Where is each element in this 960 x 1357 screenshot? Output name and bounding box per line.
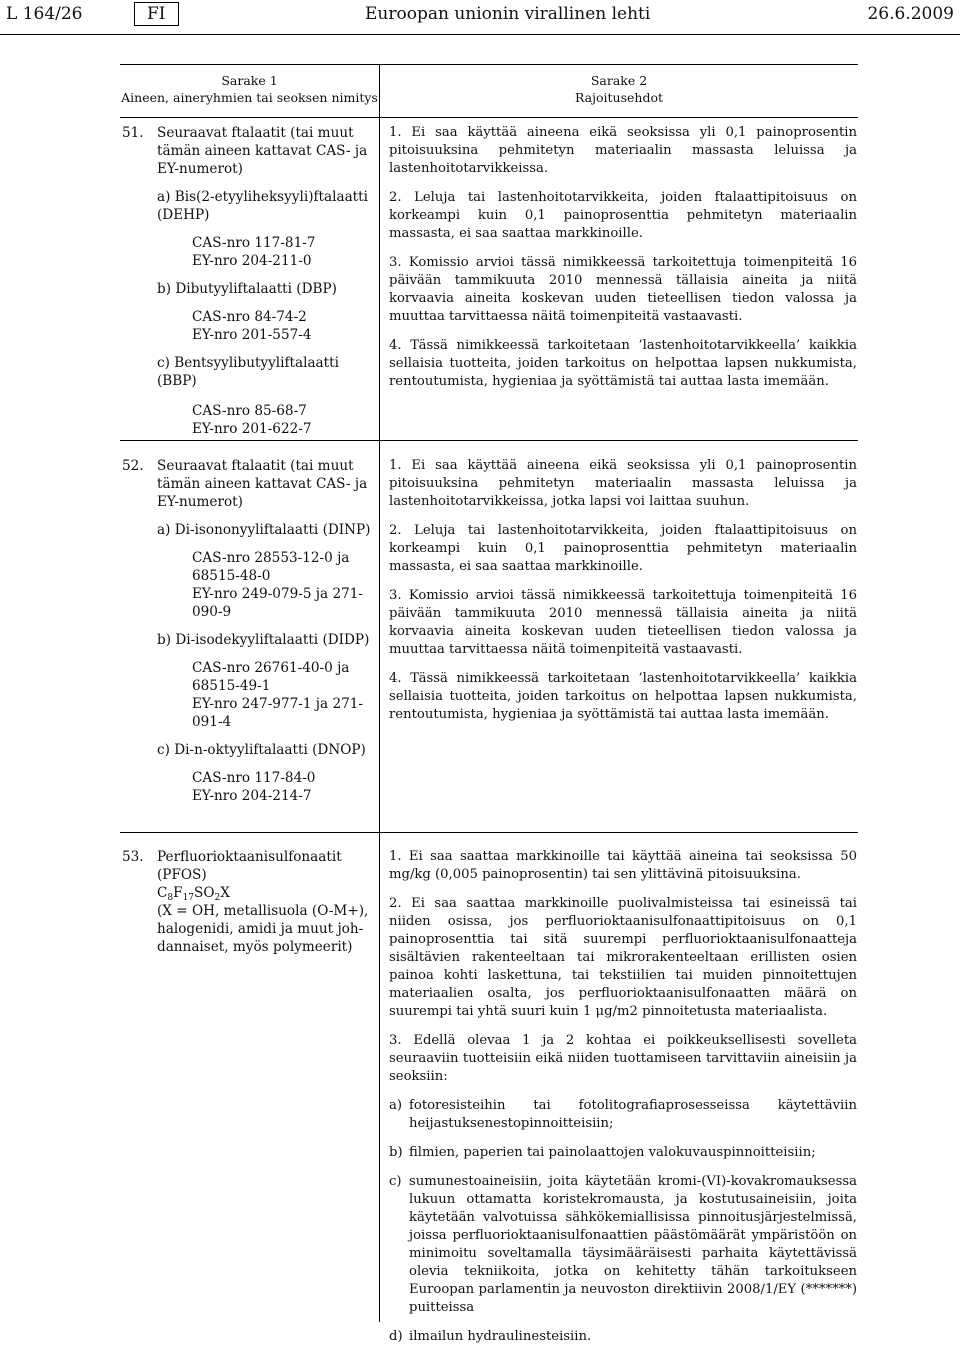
condition-3: 3. Edellä olevaa 1 ja 2 kohtaa ei poikkeuksellisesti sovelleta seuraaviin tuotteisiin eikä niiden tuottamiseen tarvittaviin aineisiin ja seoksiin:	[389, 1033, 857, 1084]
column-1-subtitle: Aineen, aineryhmien tai seoksen nimitys	[121, 90, 378, 105]
exemption-d: d) ilmailun hydraulinesteisiin.	[389, 1329, 592, 1344]
entry-51-substance	[122, 124, 372, 438]
entry-51-conditions	[389, 124, 857, 402]
condition-3: 3. Komissio arvioi tässä nimikkeessä tarkoitettuja toimenpiteitä 16 päivään tammikuuta 2010 mennessä tällaisia aineita ja niitä korvaavia aineita koskevan uuden tieteellisen tiedon valossa ja muuttaa tarvittaessa näitä toimenpiteitä vastaavasti.	[389, 588, 857, 657]
entry-53-conditions	[389, 848, 857, 1357]
condition-1: 1. Ei saa käyttää aineena eikä seoksissa yli 0,1 painoprosentin pitoisuuksina pehmitetyn materiaalin massasta leluissa ja lastenhoitotarvikkeissa, jotka lapsi voi laittaa suuhun.	[389, 458, 857, 509]
page-header	[0, 0, 960, 35]
condition-2: 2. Leluja tai lastenhoitotarvikkeita, joiden ftalaattipitoisuus on korkeampi kuin 0,1 painoprosenttia pehmitetyn materiaalin massasta, ei saa saattaa markkinoille.	[389, 190, 857, 241]
journal-title: Euroopan unionin virallinen lehti	[365, 4, 651, 24]
exemption-c: c) sumunestoaineisiin, joita käytetään kromi-(VI)-kovakromauksessa lukuun ottamatta koristekromausta, ja kostutusaineisiin, joita käytetään valvotuissa sähkökemiallisissa pinnoitusjärjestelmissä, joissa perfluorioktaanisulfonaattien päästömäärät ympäristöön on minimoitu soveltamalla täysimääräisesti parhaita käytettävissä olevia tekniikoita, jotka on kehitetty tähän tarkoitukseen Euroopan parlamentin ja neuvoston direktiivin 2008/1/EY (*******) puitteissa	[389, 1174, 857, 1315]
substance-c: c) Di-n-oktyyliftalaatti (DNOP)	[157, 742, 366, 758]
language-code-box: FI	[134, 2, 179, 26]
entry-number: 53.	[122, 849, 144, 865]
page-reference: L 164/26	[6, 4, 83, 24]
row-separator	[120, 832, 858, 833]
ey-number-a: EY-nro 249-079-5 ja 271-090-9	[192, 586, 363, 620]
cas-number-a: CAS-nro 117-81-7	[192, 235, 316, 251]
column-2-subtitle: Rajoitusehdot	[574, 90, 664, 105]
ey-number-c: EY-nro 204-214-7	[192, 788, 312, 804]
column-divider	[379, 64, 380, 1322]
substance-b: b) Dibutyyliftalaatti (DBP)	[157, 281, 337, 297]
condition-4: 4. Tässä nimikkeessä tarkoitetaan ’lastenhoitotarvikkeella’ kaikkia sellaisia tuotteita, joiden tarkoitus on helpottaa lapsen nukkumista, rentoutumista, hygieniaa ja syöttämistä tai auttaa lasta imemään.	[389, 338, 857, 389]
cas-number-c: CAS-nro 117-84-0	[192, 770, 316, 786]
cas-number-c: CAS-nro 85-68-7	[192, 403, 307, 419]
row-separator	[120, 440, 858, 441]
substance-a: a) Bis(2-etyyliheksyyli)ftalaatti (DEHP)	[157, 189, 368, 223]
entry-lead: Seuraavat ftalaatit (tai muut tämän aineen kattavat CAS- ja EY-numerot)	[157, 125, 368, 177]
ey-number-a: EY-nro 204-211-0	[192, 253, 312, 269]
column-2-header	[380, 72, 858, 106]
substance-a: a) Di-isononyyliftalaatti (DINP)	[157, 522, 371, 538]
substance-name: Perfluorioktaanisulfonaatit (PFOS)	[157, 849, 342, 883]
exemption-b: b) filmien, paperien tai painolaattojen valokuvauspinnoitteisiin;	[389, 1145, 816, 1160]
substance-b: b) Di-isodekyyliftalaatti (DIDP)	[157, 632, 370, 648]
column-1-header	[120, 72, 379, 106]
condition-1: 1. Ei saa saattaa markkinoille tai käyttää aineina tai seoksissa 50 mg/kg (0,005 painoprosentin) tai sen ylittävinä pitoisuuksina.	[389, 849, 857, 882]
entry-53-substance	[122, 848, 372, 956]
column-header-rule	[120, 117, 858, 118]
condition-3: 3. Komissio arvioi tässä nimikkeessä tarkoitettuja toimenpiteitä 16 päivään tammikuuta 2010 mennessä tällaisia aineita ja niitä korvaavia aineita koskevan uuden tieteellisen tiedon valossa ja muuttaa tarvittaessa näitä toimenpiteitä vastaavasti.	[389, 255, 857, 324]
exemption-a: a) fotoresisteihin tai fotolitografiaprosesseissa käytettäviin heijastuksenestopinnoitteisiin;	[389, 1098, 857, 1131]
column-1-title: Sarake 1	[221, 73, 278, 88]
cas-number-b: CAS-nro 84-74-2	[192, 309, 307, 325]
entry-number: 51.	[122, 125, 144, 141]
entry-lead: Seuraavat ftalaatit (tai muut tämän aineen kattavat CAS- ja EY-numerot)	[157, 458, 368, 510]
condition-2: 2. Ei saa saattaa markkinoille puolivalmisteissa tai esineissä tai niiden osissa, jos perfluorioktaanisulfonaattipitoisuus on 0,1 painoprosenttia tai sitä suurempi perfluorioktaanisulfonaatteja sisältävien rakenteeltaan tai mikrorakenteeltaan erillisten osien painoa kohti laskettuna, tai tekstiilien tai muiden pinnoitettujen materiaalien osalta, jos perfluorioktaanisulfonaatten määrä on suurempi tai yhtä suuri kuin 1 μg/m2 pinnoitetusta materiaalista.	[389, 896, 857, 1019]
ey-number-c: EY-nro 201-622-7	[192, 421, 312, 437]
substance-c: c) Bentsyylibutyyliftalaatti (BBP)	[157, 355, 339, 389]
entry-52-substance	[122, 457, 372, 805]
entry-52-conditions	[389, 457, 857, 735]
entry-number: 52.	[122, 458, 144, 474]
cas-number-a: CAS-nro 28553-12-0 ja 68515-48-0	[192, 550, 350, 584]
column-2-title: Sarake 2	[590, 73, 648, 88]
cas-number-b: CAS-nro 26761-40-0 ja 68515-49-1	[192, 660, 350, 694]
chemical-formula: $C_8F_{17}SO_2X$	[157, 885, 230, 903]
condition-4: 4. Tässä nimikkeessä tarkoitetaan ’lastenhoitotarvikkeella’ kaikkia sellaisia tuotteita, joiden tarkoitus on helpottaa lapsen nukkumista, rentoutumista, hygieniaa ja syöttämistä tai auttaa lasta imemään.	[389, 671, 857, 722]
ey-number-b: EY-nro 247-977-1 ja 271-091-4	[192, 696, 363, 730]
condition-1: 1. Ei saa käyttää aineena eikä seoksissa yli 0,1 painoprosentin pitoisuuksina pehmitetyn materiaalin massasta leluissa ja lastenhoitotarvikkeissa.	[389, 125, 857, 176]
ey-number-b: EY-nro 201-557-4	[192, 327, 312, 343]
substance-description: (X = OH, metallisuola (O-M+), halogenidi, amidi ja muut johdannaiset, myös polymeerit)	[157, 903, 369, 955]
condition-2: 2. Leluja tai lastenhoitotarvikkeita, joiden ftalaattipitoisuus on korkeampi kuin 0,1 painoprosenttia pehmitetyn materiaalin massasta, ei saa saattaa markkinoille.	[389, 523, 857, 574]
publication-date: 26.6.2009	[867, 4, 954, 24]
